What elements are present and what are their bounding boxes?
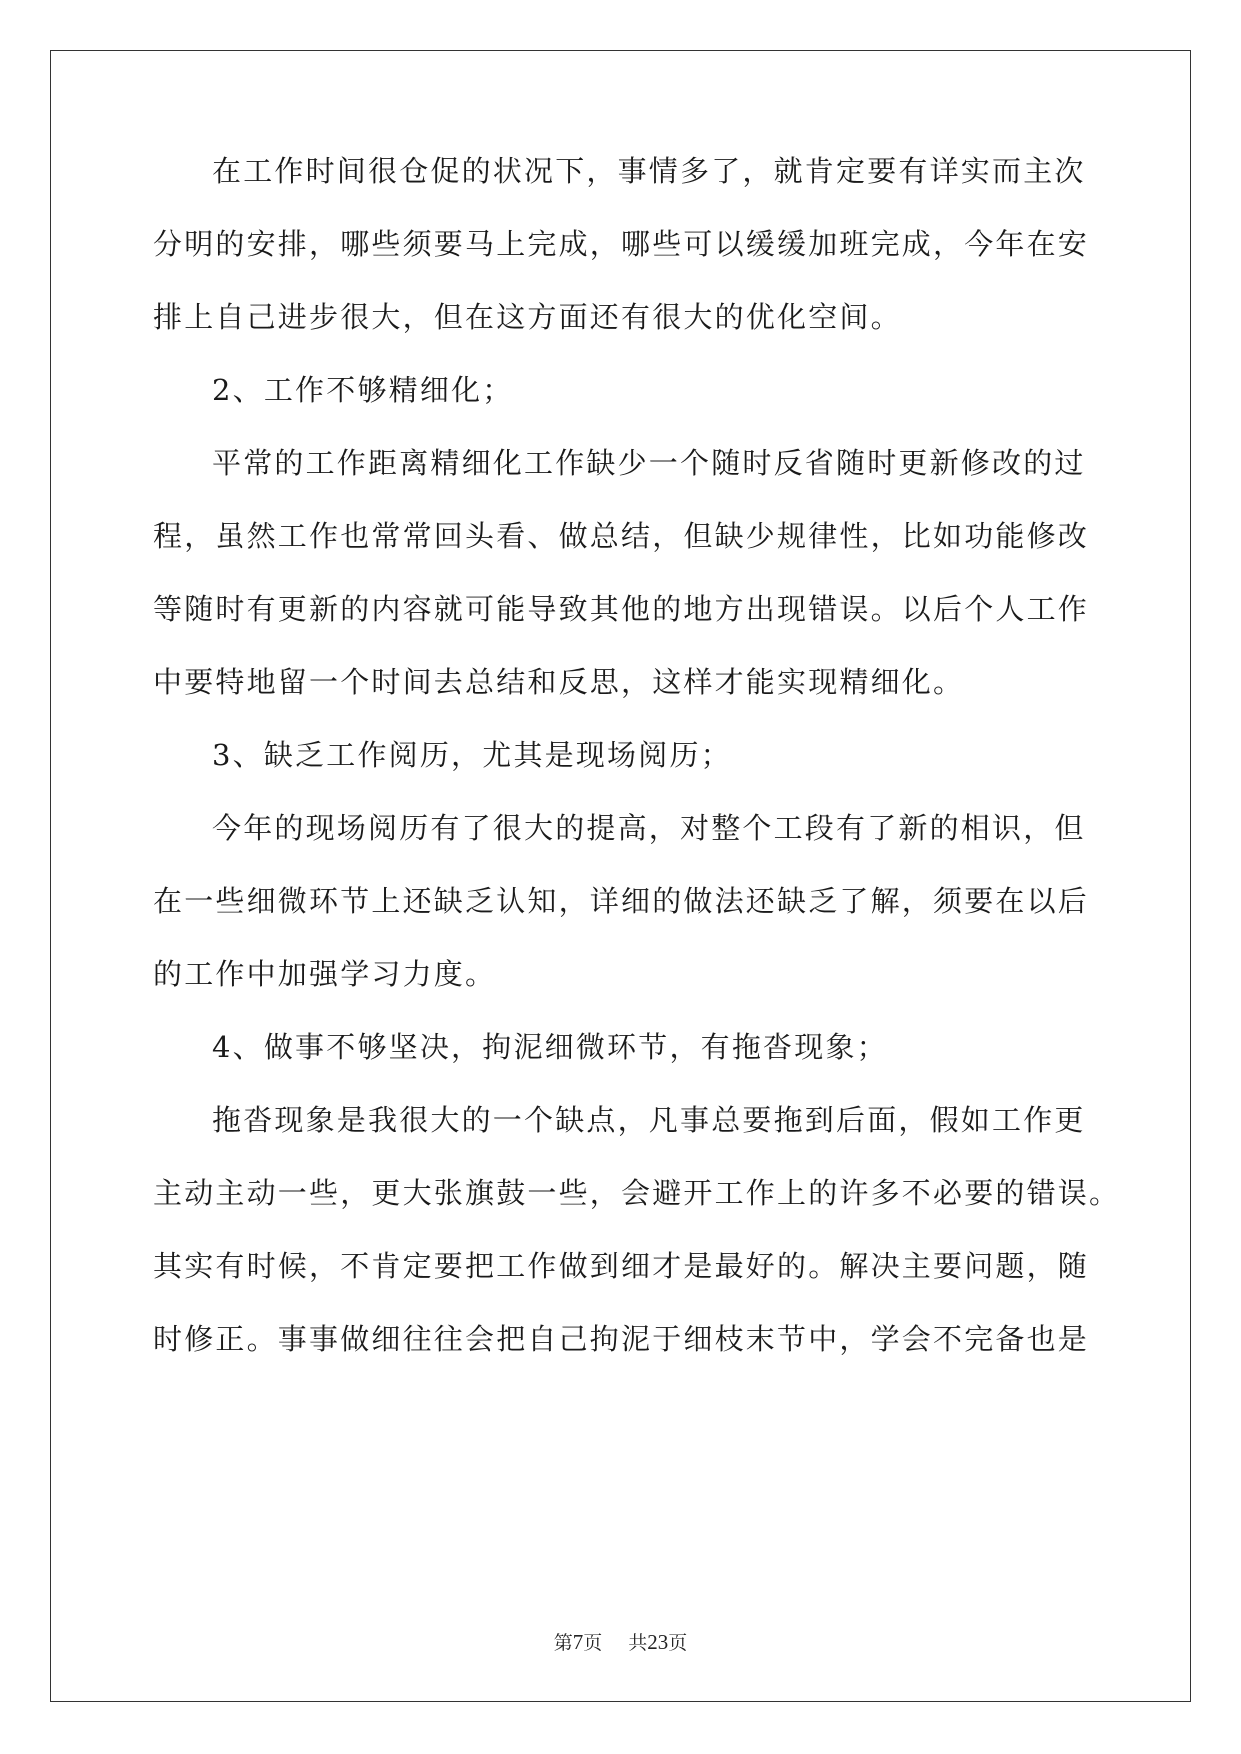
paragraph-line: 今年的现场阅历有了很大的提高，对整个工段有了新的相识，但 [212, 811, 1086, 845]
paragraph-line: 等随时有更新的内容就可能导致其他的地方出现错误。以后个人工作 [153, 592, 1090, 626]
page-suffix: 页 [583, 1632, 603, 1654]
paragraph-line: 平常的工作距离精细化工作缺少一个随时反省随时更新修改的过 [212, 446, 1086, 480]
total-prefix: 共 [628, 1632, 648, 1654]
page-footer [0, 1628, 1241, 1655]
paragraph-line: 其实有时候，不肯定要把工作做到细才是最好的。解决主要问题，随 [153, 1249, 1090, 1283]
section-heading: 3、缺乏工作阅历，尤其是现场阅历； [212, 738, 732, 772]
paragraph-line: 主动主动一些，更大张旗鼓一些，会避开工作上的许多不必要的错误。 [153, 1176, 1121, 1210]
paragraph-line: 拖沓现象是我很大的一个缺点，凡事总要拖到后面，假如工作更 [212, 1103, 1086, 1137]
paragraph-line: 程，虽然工作也常常回头看、做总结，但缺少规律性，比如功能修改 [153, 519, 1090, 553]
page-prefix: 第 [553, 1632, 573, 1654]
paragraph-line: 时修正。事事做细往往会把自己拘泥于细枝末节中，学会不完备也是 [153, 1322, 1090, 1356]
total-suffix: 页 [668, 1632, 688, 1654]
total-pages: 23 [647, 1630, 669, 1654]
section-heading: 2、工作不够精细化； [212, 373, 514, 407]
section-heading: 4、做事不够坚决，拘泥细微环节，有拖沓现象； [212, 1030, 888, 1064]
paragraph-line: 排上自己进步很大，但在这方面还有很大的优化空间。 [153, 300, 902, 334]
paragraph-line: 中要特地留一个时间去总结和反思，这样才能实现精细化。 [153, 665, 965, 699]
paragraph-line: 在一些细微环节上还缺乏认知，详细的做法还缺乏了解，须要在以后 [153, 884, 1090, 918]
paragraph-line: 在工作时间很仓促的状况下，事情多了，就肯定要有详实而主次 [212, 154, 1086, 188]
paragraph-line: 的工作中加强学习力度。 [153, 957, 497, 991]
page-number: 7 [572, 1630, 584, 1654]
paragraph-line: 分明的安排，哪些须要马上完成，哪些可以缓缓加班完成，今年在安 [153, 227, 1090, 261]
